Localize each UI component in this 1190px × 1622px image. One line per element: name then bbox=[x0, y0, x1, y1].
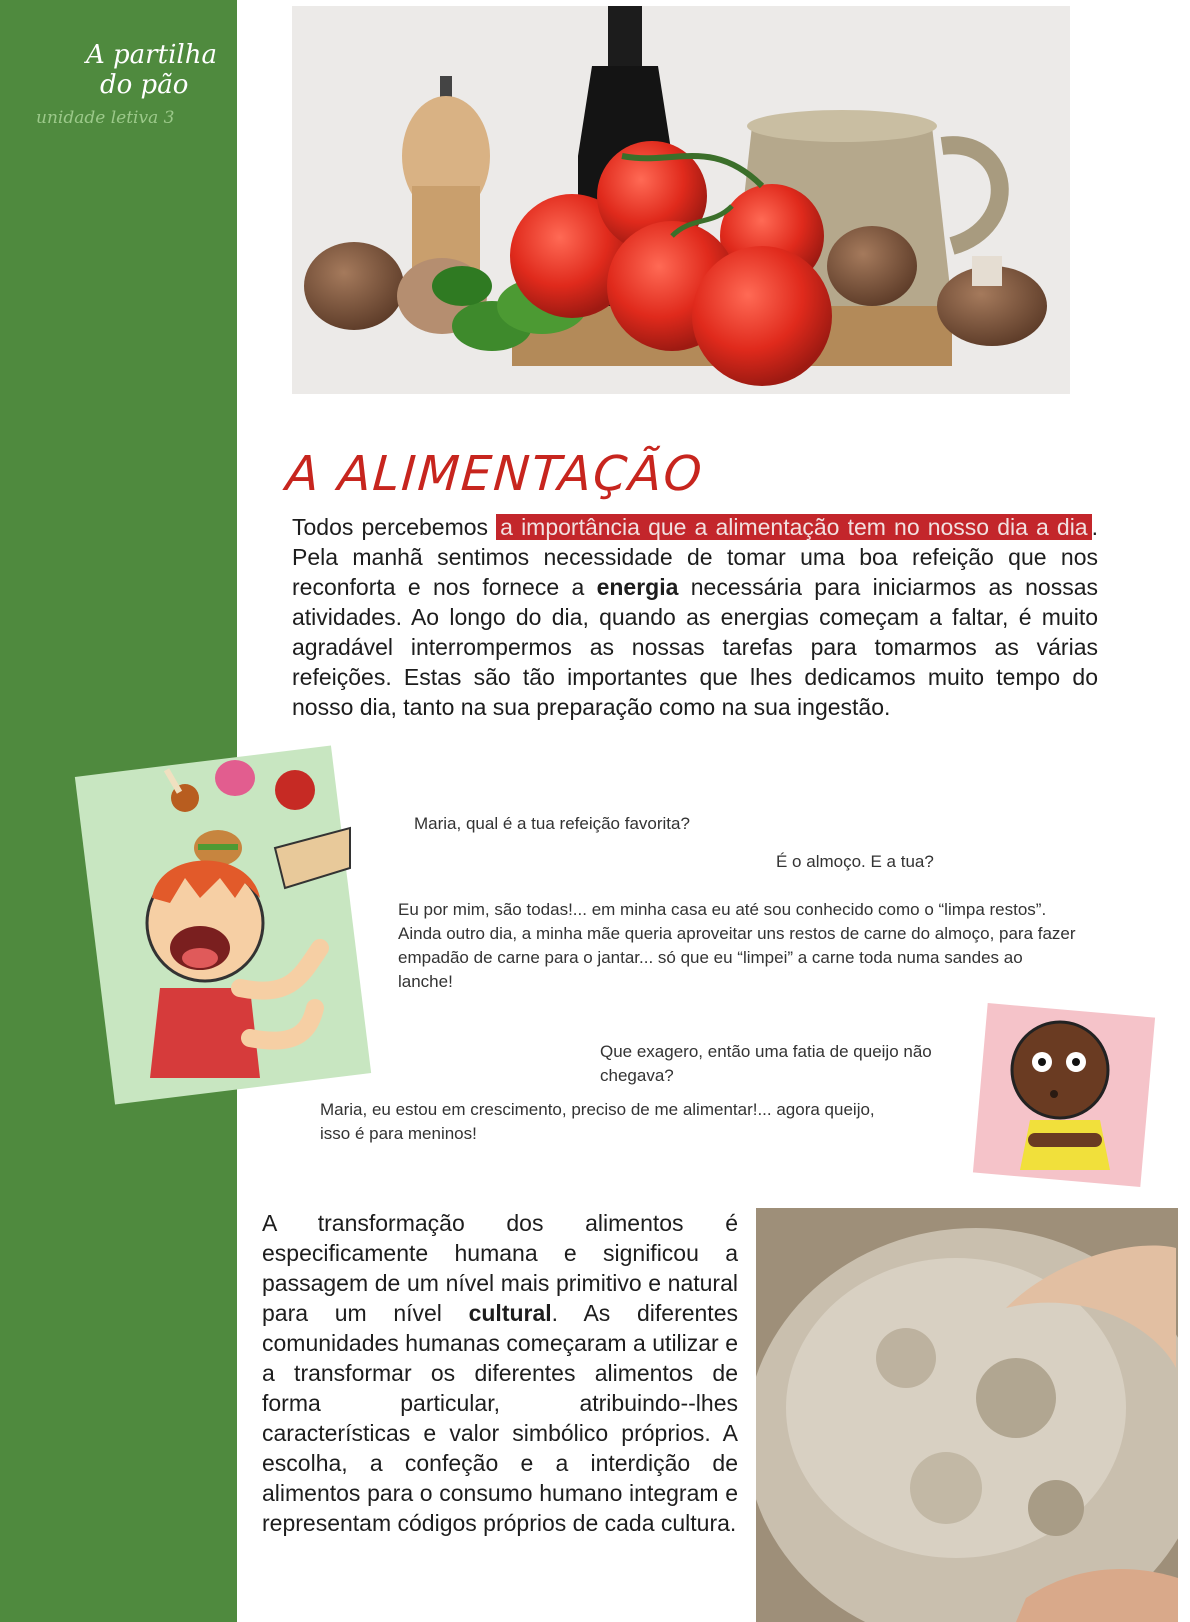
unit-title-line1: A partilha bbox=[86, 40, 217, 70]
intro-text-end: necessária para iniciarmos as nossas atividades. Ao longo do dia, quando as energias começam a faltar, é muito agradável interrompermos as nossas tarefas para tomarmos as várias refeições. Estas são tão importantes que lhes dedicamos muito tempo do nosso dia, tanto na sua preparação como na sua ingestão. bbox=[292, 574, 1098, 720]
kneading-dough-photo bbox=[756, 1208, 1178, 1622]
still-life-photo bbox=[292, 6, 1070, 394]
dialogue-line-4: Que exagero, então uma fatia de queijo não chegava? bbox=[600, 1042, 932, 1085]
unit-title bbox=[80, 40, 230, 100]
sandwich-icon bbox=[275, 828, 350, 888]
apple-icon bbox=[275, 770, 315, 810]
cultural-term: cultural bbox=[468, 1300, 552, 1326]
dough-illustration bbox=[756, 1208, 1178, 1622]
unit-subtitle: unidade letiva 3 bbox=[36, 108, 175, 128]
energy-term: energia bbox=[596, 574, 679, 600]
boy-juggling-food-illustration bbox=[100, 748, 370, 1088]
girl-illustration bbox=[990, 1010, 1150, 1170]
dialogue-line-1: Maria, qual é a tua refeição favorita? bbox=[414, 814, 690, 833]
dialogue-line-5: Maria, eu estou em crescimento, preciso de me alimentar!... agora queijo, isso é para meninos! bbox=[320, 1100, 875, 1143]
intro-text-start: Todos percebemos bbox=[292, 514, 497, 540]
cupcake-icon bbox=[215, 760, 255, 796]
intro-text-middle: . Pela manhã sentimos necessidade de tomar uma boa refeição que nos reconforta e nos fornece a bbox=[292, 514, 1098, 600]
highlighted-phrase: a importância que a alimentação tem no nosso dia a dia bbox=[496, 514, 1091, 540]
culture-paragraph bbox=[262, 1208, 738, 1538]
culture-text-end: . As diferentes comunidades humanas começaram a utilizar e a transformar os diferentes alimentos de forma particular, atribuindo--lhes características e valor simbólico próprios. A escolha, a confeção e a interdição de alimentos para o consumo humano integram e representam códigos próprios de cada cultura. bbox=[262, 1300, 738, 1536]
dialogue-line-2: É o almoço. E a tua? bbox=[776, 852, 934, 871]
culture-text-start: A transformação dos alimentos é especificamente humana e significou a passagem de um nível mais primitivo e natural para um nível bbox=[262, 1210, 738, 1326]
unit-title-line2: do pão bbox=[100, 70, 189, 100]
still-life-illustration bbox=[292, 6, 1070, 394]
intro-paragraph bbox=[292, 512, 1098, 722]
section-heading: A ALIMENTAÇÃO bbox=[284, 446, 706, 502]
dialogue-line-3: Eu por mim, são todas!... em minha casa eu até sou conhecido como o “limpa restos”. Ainda outro dia, a minha mãe queria aproveitar uns restos de carne do almoço, para fazer empadão de carne para o jantar... só que eu “limpei” a carne toda numa sandes ao lanche! bbox=[398, 900, 1076, 991]
